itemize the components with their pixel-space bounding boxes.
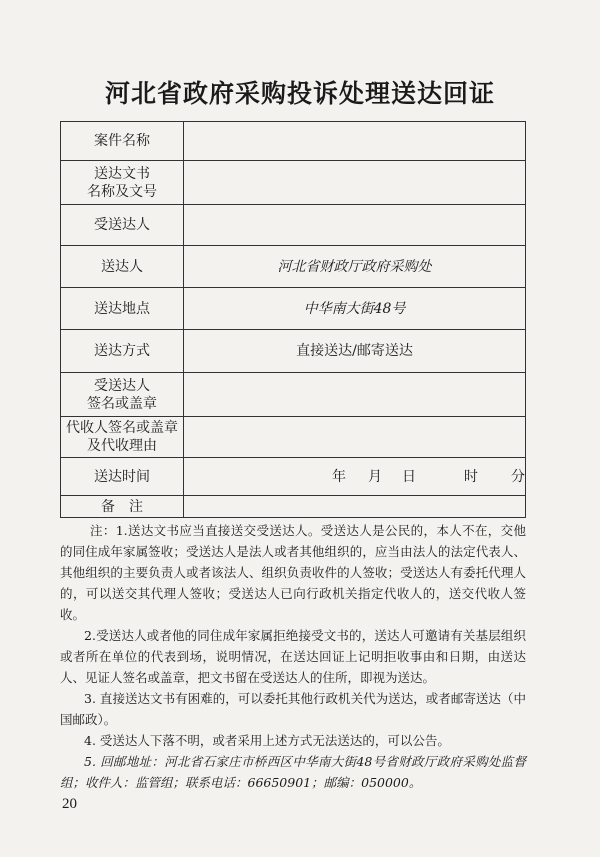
- row-document: [61, 161, 526, 205]
- note-5: 5. 回邮地址：河北省石家庄市桥西区中华南大街48号省财政厅政府采购处监督组；收件人：监管组；联系电话：66650901；邮编：050000。: [60, 754, 526, 790]
- place-label: 送达地点: [61, 288, 184, 330]
- signature-label: [61, 373, 184, 417]
- note-3: 3. 直接送达文书有困难的，可以委托其他行政机关代为送达，或者邮寄送达（中国邮政）。: [60, 691, 526, 727]
- row-agent: [61, 417, 526, 458]
- time-minute: 分: [511, 468, 525, 485]
- time-day: 日: [402, 468, 416, 485]
- note-4: 4. 受送达人下落不明，或者采用上述方式无法送达的，可以公告。: [84, 733, 450, 748]
- case-name-value: [184, 122, 526, 161]
- remark-label: 备 注: [61, 496, 184, 518]
- server-label: 送达人: [61, 246, 184, 288]
- time-month: 月: [368, 468, 382, 485]
- signature-label-line1: 受送达人: [94, 377, 150, 394]
- recipient-label: 受送达人: [61, 205, 184, 246]
- recipient-value: [184, 205, 526, 246]
- row-remark: [61, 496, 526, 518]
- time-hour: 时: [464, 468, 478, 485]
- agent-label-line2: 及代收理由: [87, 438, 157, 454]
- note-1: 注：1.送达文书应当直接送交受送达人。受送达人是公民的，本人不在，交他的同住成年家属签收；受送达人是法人或者其他组织的，应当由法人的法定代表人、其他组织的主要负责人或者该法人、组织负责收件的人签收；受送达人有委托代理人的，可以送交其代理人签收；受送达人已向行政机关指定代收人的，送交代收人签收。: [60, 523, 526, 622]
- method-label: 送达方式: [61, 330, 184, 373]
- page-title: 河北省政府采购投诉处理送达回证: [104, 79, 495, 108]
- row-method: [61, 330, 526, 373]
- row-server: [61, 246, 526, 288]
- document-label-line1: 送达文书: [94, 165, 150, 182]
- method-value: 直接送达/邮寄送达: [184, 330, 526, 373]
- service-receipt-form: [60, 121, 526, 518]
- page-number: 20: [62, 796, 77, 812]
- remark-value: [184, 496, 526, 518]
- note-2: 2.受送达人或者他的同住成年家属拒绝接受文书的，送达人可邀请有关基层组织或者所在单位的代表到场，说明情况，在送达回证上记明拒收事由和日期，由送达人、见证人签名或盖章，把文书留在受送达人的住所，即视为送达。: [60, 628, 526, 685]
- agent-label: [61, 417, 184, 458]
- row-signature: [61, 373, 526, 417]
- time-year: 年: [332, 468, 346, 485]
- case-name-label: 案件名称: [61, 122, 184, 161]
- agent-value: [184, 417, 526, 458]
- time-label: 送达时间: [61, 458, 184, 496]
- document-value: [184, 161, 526, 205]
- row-place: [61, 288, 526, 330]
- signature-label-line2: 签名或盖章: [87, 395, 157, 412]
- notes-section: [60, 520, 526, 793]
- agent-label-line1: 代收人签名或盖章: [66, 420, 178, 436]
- place-value: 中华南大街48号: [184, 288, 526, 330]
- document-label: [61, 161, 184, 205]
- document-label-line2: 名称及文号: [87, 183, 157, 200]
- row-case-name: [61, 122, 526, 161]
- time-value: [184, 458, 526, 496]
- server-value: 河北省财政厅政府采购处: [184, 246, 526, 288]
- row-recipient: [61, 205, 526, 246]
- signature-value: [184, 373, 526, 417]
- row-time: [61, 458, 526, 496]
